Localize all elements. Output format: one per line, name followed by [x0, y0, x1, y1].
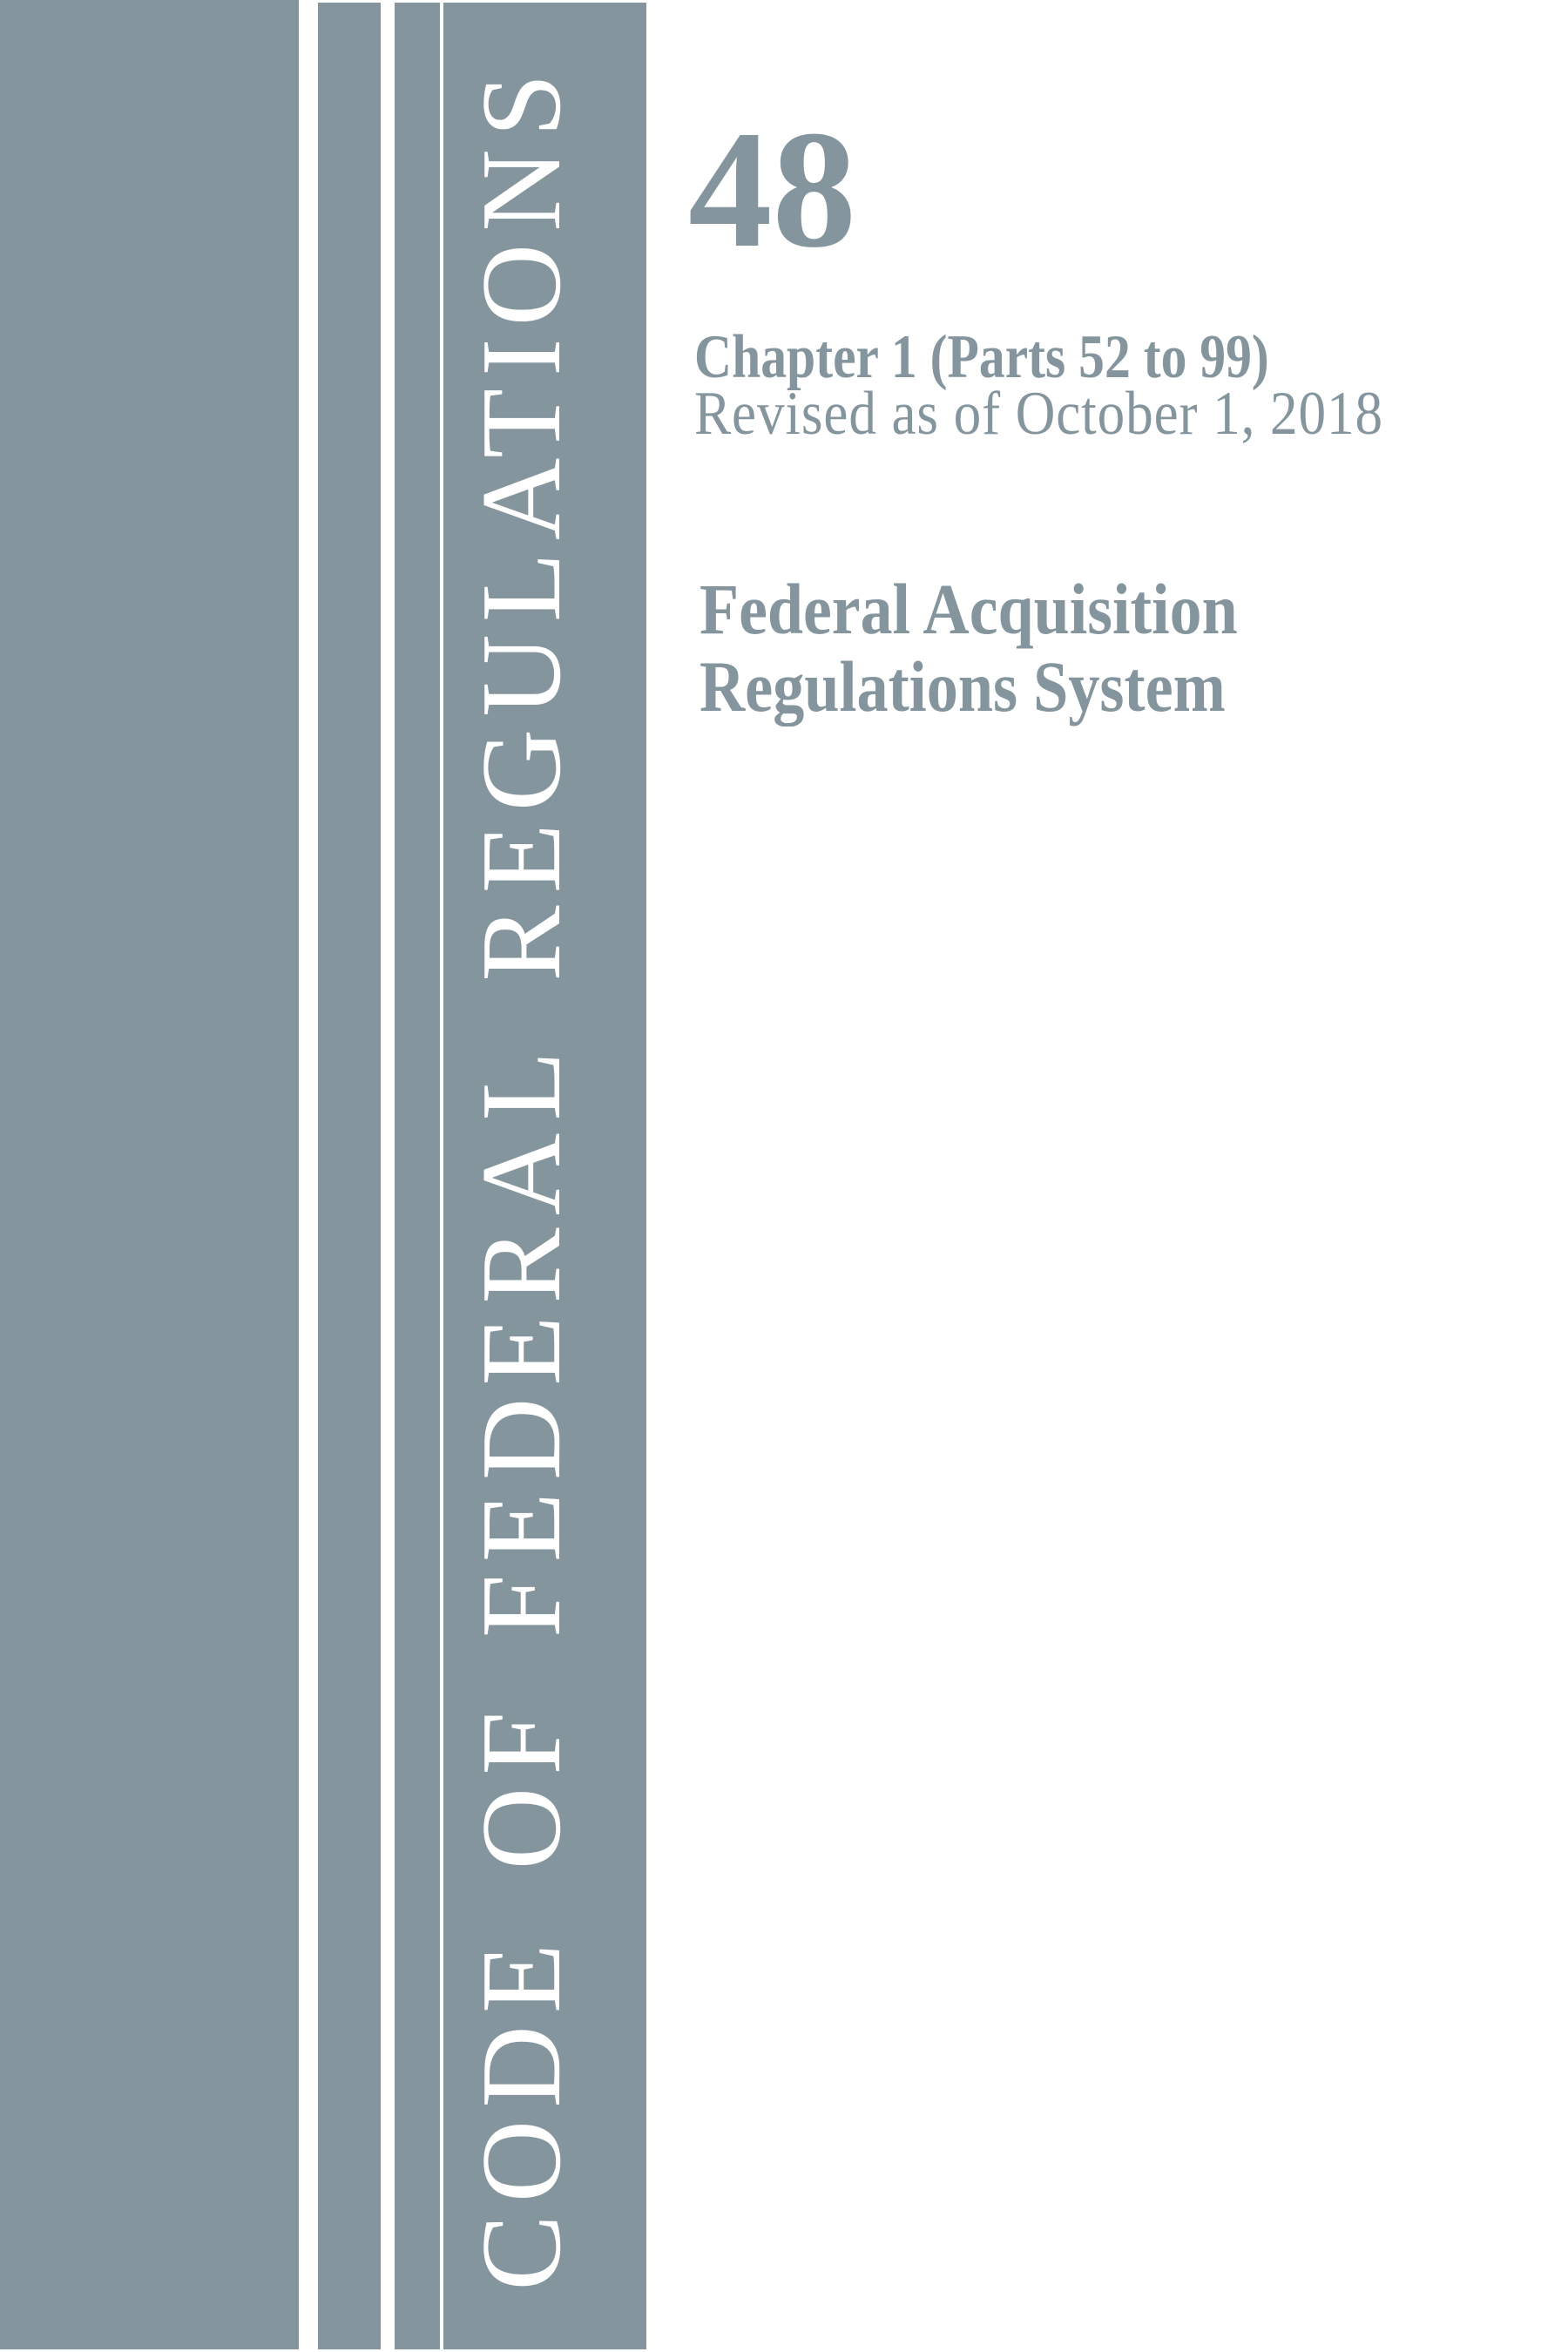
spine-title: CODE OF FEDERAL REGULATIONS	[458, 61, 585, 2291]
chapter-line: Chapter 1 (Parts 52 to 99)	[694, 323, 1269, 391]
revised-date-line: Revised as of October 1, 2018	[694, 380, 1383, 448]
spine-panel-solid	[0, 0, 299, 2349]
subject-title-line-1: Federal Acquisition	[700, 569, 1238, 649]
subject-title-line-2: Regulations System	[700, 646, 1226, 727]
spine-panel-stripe-column-1	[318, 3, 381, 2349]
title-number: 48	[688, 96, 856, 282]
